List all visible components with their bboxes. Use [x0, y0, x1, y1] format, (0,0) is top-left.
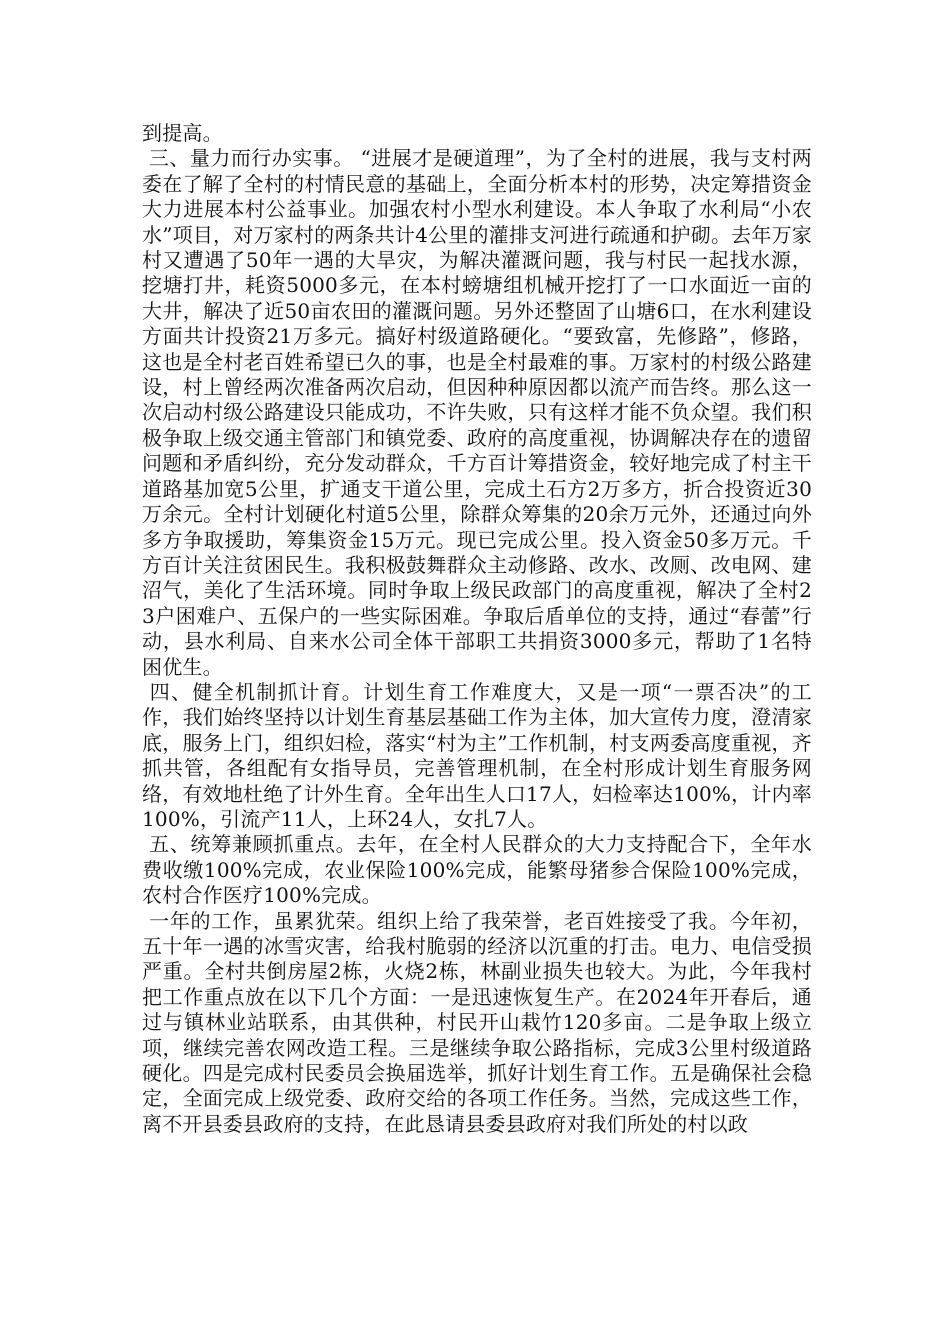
document-body [142, 121, 812, 1137]
paragraph-section-four: 四、健全机制抓计育。计划生育工作难度大，又是一项“一票否决”的工作，我们始终坚持以计划生育基层基础工作为主体，加大宣传力度，澄清家底，服务上门，组织妇检，落实“村为主”工作机制，村支两委高度重视，齐抓共管，各组配有女指导员，完善管理机制，在全村形成计划生育服务网络，有效地杜绝了计外生育。全年出生人口17人，妇检率达100%，计内率100%，引流产11人，上环24人，女扎7人。 [142, 679, 812, 831]
paragraph-section-three: 三、量力而行办实事。 “进展才是硬道理”，为了全村的进展，我与支村两委在了解了全村的村情民意的基础上，全面分析本村的形势，决定筹措资金大力进展本村公益事业。加强农村小型水利建设。本人争取了水利局“小农水”项目，对万家村的两条共计4公里的灌排支河进行疏通和护砌。去年万家村又遭遇了50年一遇的大旱灾，为解决灌溉问题，我与村民一起找水源，挖塘打井，耗资5000多元，在本村螃塘组机械开挖打了一口水面近一亩的大井，解决了近50亩农田的灌溉问题。另外还整固了山塘6口，在水利建设方面共计投资21万多元。搞好村级道路硬化。“要致富，先修路”，修路，这也是全村老百姓希望已久的事，也是全村最难的事。万家村的村级公路建设，村上曾经两次准备两次启动，但因种种原因都以流产而告终。那么这一次启动村级公路建设只能成功，不许失败，只有这样才能不负众望。我们积极争取上级交通主管部门和镇党委、政府的高度重视，协调解决存在的遗留问题和矛盾纠纷，充分发动群众，千方百计筹措资金，较好地完成了村主干道路基加宽5公里，扩通支干道公里，完成土石方2万多方，折合投资近30万余元。全村计划硬化村道5公里，除群众筹集的20余万元外，还通过向外多方争取援助，筹集资金15万元。现已完成公里。投入资金50多万元。千方百计关注贫困民生。我积极鼓舞群众主动修路、改水、改厕、改电网、建沼气，美化了生活环境。同时争取上级民政部门的高度重视，解决了全村23户困难户、五保户的一些实际困难。争取后盾单位的支持，通过“春蕾”行动，县水利局、自来水公司全体干部职工共捐资3000多元，帮助了1名特困优生。 [142, 146, 813, 679]
paragraph-continuation: 到提高。 [142, 121, 223, 145]
paragraph-year-summary: 一年的工作，虽累犹荣。组织上给了我荣誉，老百姓接受了我。今年初，五十年一遇的冰雪灾害，给我村脆弱的经济以沉重的打击。电力、电信受损严重。全村共倒房屋2栋，火烧2栋，林副业损失也较大。为此，今年我村把工作重点放在以下几个方面：一是迅速恢复生产。在2024年开春后，通过与镇林业站联系，由其供种，村民开山栽竹120多亩。二是争取上级立项，继续完善农网改造工程。三是继续争取公路指标，完成3公里村级道路硬化。四是完成村民委员会换届选举，抓好计划生育工作。五是确保社会稳定，全面完成上级党委、政府交给的各项工作任务。当然，完成这些工作，离不开县委县政府的支持，在此恳请县委县政府对我们所处的村以政 [142, 908, 812, 1136]
paragraph-section-five: 五、统筹兼顾抓重点。去年，在全村人民群众的大力支持配合下，全年水费收缴100%完成，农业保险100%完成，能繁母猪参合保险100%完成，农村合作医疗100%完成。 [142, 832, 812, 908]
